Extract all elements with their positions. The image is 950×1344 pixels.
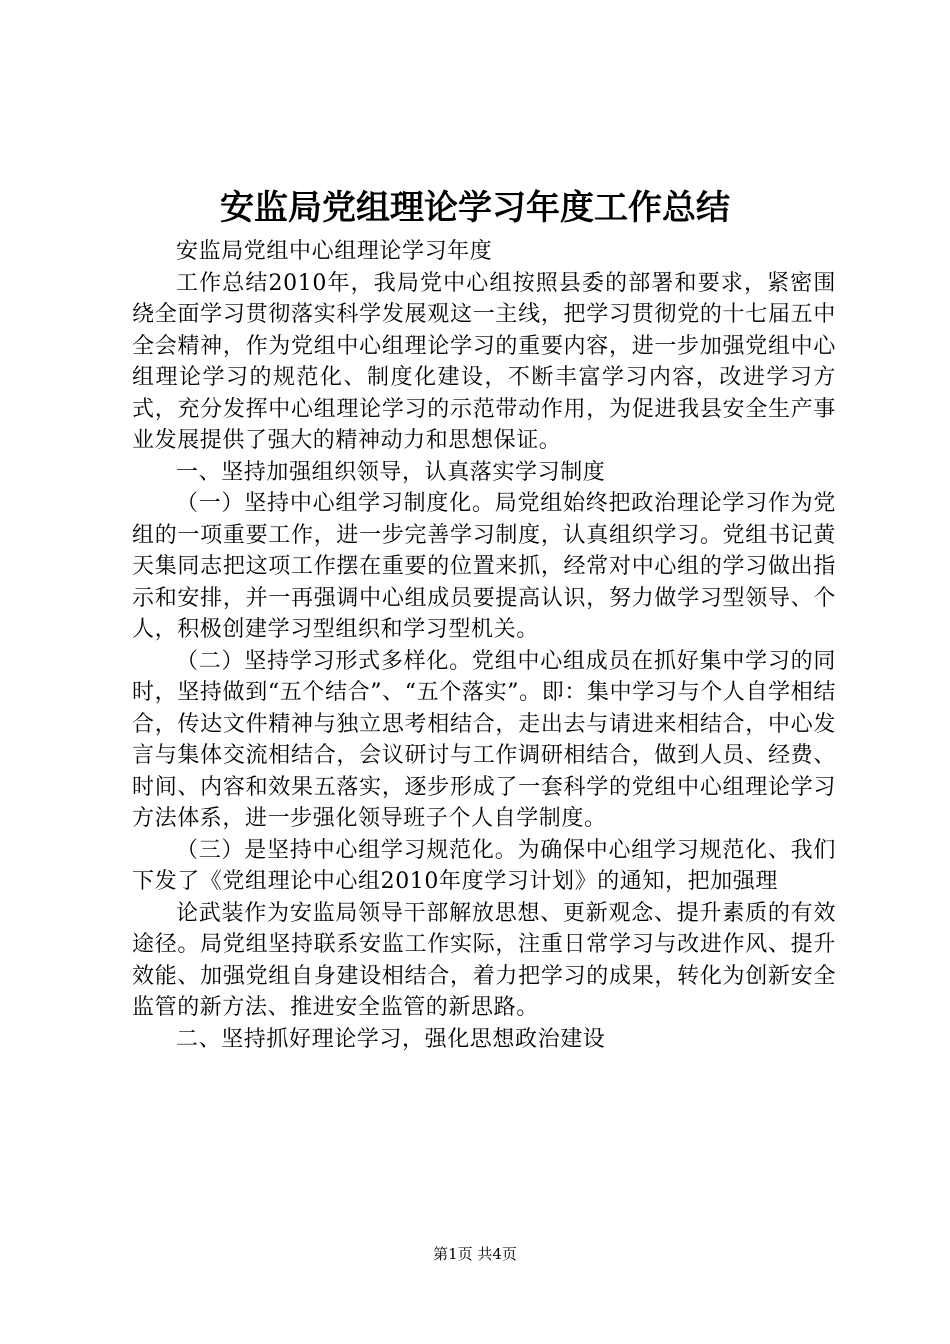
paragraph-intro: 工作总结2010年，我局党中心组按照县委的部署和要求，紧密围绕全面学习贯彻落实科学发展观这一主线，把学习贯彻党的十七届五中全会精神，作为党组中心组理论学习的重要内容，进一步加强党组中心组理论学习的规范化、制度化建设，不断丰富学习内容，改进学习方式，充分发挥中心组理论学习的示范带动作用，为促进我县安全生产事业发展提供了强大的精神动力和思想保证。 xyxy=(132,270,836,453)
paragraph-item-2: （二）坚持学习形式多样化。党组中心组成员在抓好集中学习的同时，坚持做到“五个结合”、“五个落实”。即：集中学习与个人自学相结合，传达文件精神与独立思考相结合，走出去与请进来相结合，中心发言与集体交流相结合，会议研讨与工作调研相结合，做到人员、经费、时间、内容和效果五落实，逐步形成了一套科学的党组中心组理论学习方法体系，进一步强化领导班子个人自学制度。 xyxy=(132,648,836,831)
paragraph-continuation: 论武装作为安监局领导干部解放思想、更新观念、提升素质的有效途径。局党组坚持联系安监工作实际，注重日常学习与改进作风、提升效能、加强党组自身建设相结合，着力把学习的成果，转化为创新安全监管的新方法、推进安全监管的新思路。 xyxy=(132,900,836,1020)
page-footer: 第1页 共4页 xyxy=(433,1245,517,1263)
section-heading-1: 一、坚持加强组织领导，认真落实学习制度 xyxy=(176,459,606,485)
document-body xyxy=(132,236,836,1055)
document-title: 安监局党组理论学习年度工作总结 xyxy=(220,188,730,228)
paragraph-item-3: （三）是坚持中心组学习规范化。为确保中心组学习规范化、我们下发了《党组理论中心组2010年度学习计划》的通知，把加强理 xyxy=(132,837,836,894)
paragraph-item-1: （一）坚持中心组学习制度化。局党组始终把政治理论学习作为党组的一项重要工作，进一步完善学习制度，认真组织学习。党组书记黄天集同志把这项工作摆在重要的位置来抓，经常对中心组的学习做出指示和安排，并一再强调中心组成员要提高认识，努力做学习型领导、个人，积极创建学习型组织和学习型机关。 xyxy=(132,491,836,642)
paragraph-subtitle: 安监局党组中心组理论学习年度 xyxy=(176,239,493,264)
section-heading-2: 二、坚持抓好理论学习，强化思想政治建设 xyxy=(176,1026,606,1052)
